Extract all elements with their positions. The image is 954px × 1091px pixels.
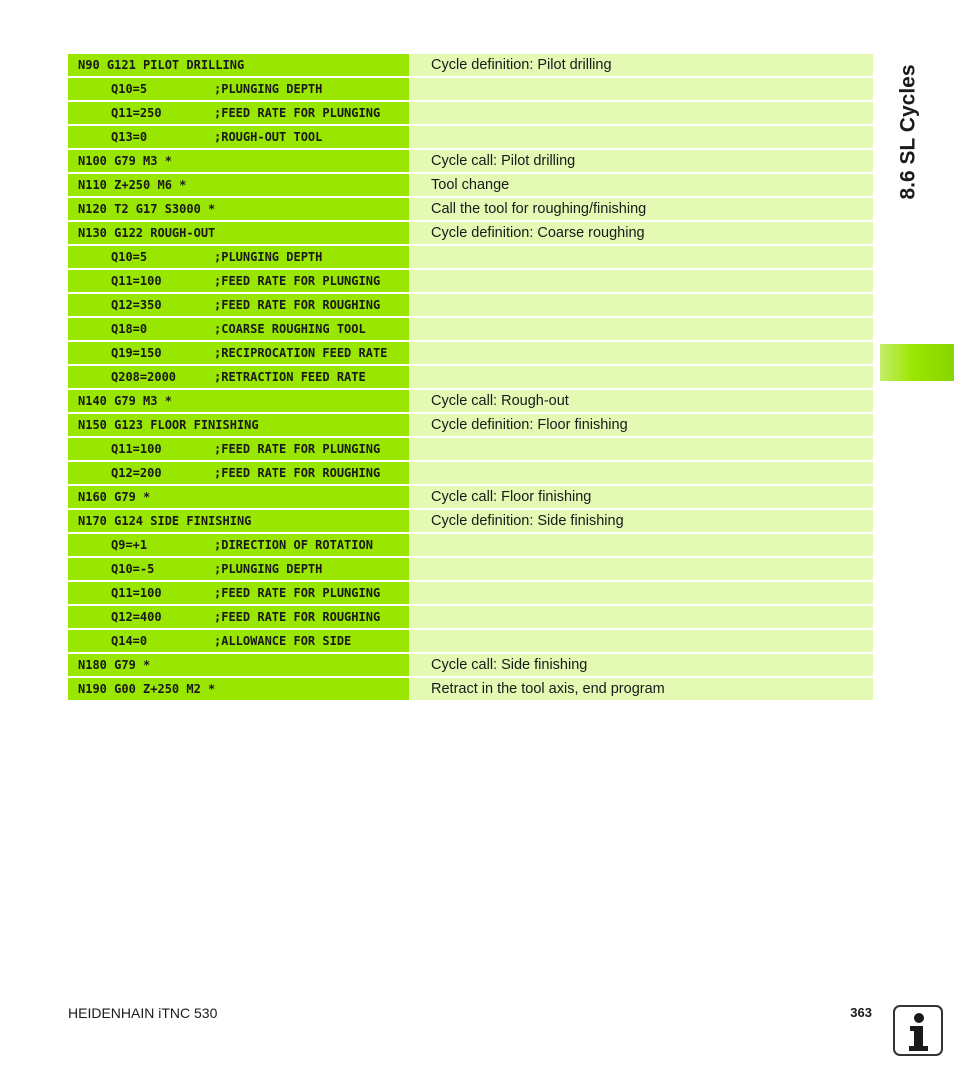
nc-code-cell [68,78,409,100]
nc-command: Q10=5 [111,250,148,264]
description-cell: Retract in the tool axis, end program [409,678,873,700]
info-glyph-icon [895,1007,941,1054]
description-cell [409,606,873,628]
table-row [68,174,873,196]
table-row [68,366,873,388]
description-cell: Cycle definition: Coarse roughing [409,222,873,244]
nc-comment: ;FEED RATE FOR ROUGHING [214,610,381,624]
nc-code-cell [68,366,409,388]
description-cell: Cycle call: Rough-out [409,390,873,412]
nc-comment: ;RECIPROCATION FEED RATE [214,346,388,360]
table-row [68,678,873,700]
nc-code-cell [68,582,409,604]
table-row [68,606,873,628]
nc-command: Q10=-5 [111,562,155,576]
table-row [68,462,873,484]
section-title [888,52,930,212]
description-cell: Cycle definition: Floor finishing [409,414,873,436]
nc-code-cell [68,510,409,532]
page-number: 363 [850,1005,872,1020]
nc-code-cell [68,390,409,412]
table-row [68,54,873,76]
nc-code-cell [68,342,409,364]
description-cell [409,318,873,340]
nc-code-cell [68,678,409,700]
nc-comment: ;ROUGH-OUT TOOL [214,130,323,144]
nc-code-cell [68,294,409,316]
description-cell [409,630,873,652]
description-cell [409,342,873,364]
description-cell [409,438,873,460]
chapter-tab [880,344,954,381]
nc-command: Q12=400 [111,610,162,624]
nc-code-cell [68,630,409,652]
nc-comment: ;FEED RATE FOR PLUNGING [214,442,381,456]
nc-code-cell [68,654,409,676]
nc-comment: ;ALLOWANCE FOR SIDE [214,634,352,648]
nc-code-cell [68,54,409,76]
description-cell: Cycle call: Side finishing [409,654,873,676]
footer-product-name: HEIDENHAIN iTNC 530 [68,1005,218,1021]
table-row [68,294,873,316]
description-cell [409,366,873,388]
nc-code-cell [68,414,409,436]
table-row [68,654,873,676]
nc-code-cell [68,246,409,268]
description-cell [409,582,873,604]
table-row [68,270,873,292]
table-row [68,558,873,580]
table-row [68,246,873,268]
nc-command: Q13=0 [111,130,148,144]
nc-comment: ;FEED RATE FOR ROUGHING [214,466,381,480]
nc-command: N160 G79 * [78,490,151,504]
nc-comment: ;FEED RATE FOR PLUNGING [214,586,381,600]
nc-command: N150 G123 FLOOR FINISHING [78,418,259,432]
table-row [68,342,873,364]
nc-comment: ;FEED RATE FOR PLUNGING [214,274,381,288]
table-row [68,222,873,244]
table-row [68,150,873,172]
nc-command: N90 G121 PILOT DRILLING [78,58,245,72]
nc-command: Q11=100 [111,274,162,288]
nc-comment: ;COARSE ROUGHING TOOL [214,322,366,336]
nc-comment: ;DIRECTION OF ROTATION [214,538,373,552]
table-row [68,534,873,556]
nc-comment: ;PLUNGING DEPTH [214,562,323,576]
table-row [68,126,873,148]
nc-command: Q11=250 [111,106,162,120]
table-row [68,486,873,508]
nc-comment: ;PLUNGING DEPTH [214,250,323,264]
nc-command: Q19=150 [111,346,162,360]
nc-command: Q11=100 [111,442,162,456]
description-cell: Call the tool for roughing/finishing [409,198,873,220]
description-cell [409,246,873,268]
nc-command: Q12=200 [111,466,162,480]
table-row [68,510,873,532]
description-cell: Tool change [409,174,873,196]
nc-command: Q11=100 [111,586,162,600]
description-cell [409,462,873,484]
nc-code-cell [68,534,409,556]
nc-code-cell [68,150,409,172]
nc-command: N180 G79 * [78,658,151,672]
nc-comment: ;FEED RATE FOR PLUNGING [214,106,381,120]
description-cell [409,534,873,556]
nc-code-cell [68,486,409,508]
description-cell [409,78,873,100]
table-row [68,198,873,220]
table-row [68,582,873,604]
nc-command: N170 G124 SIDE FINISHING [78,514,252,528]
table-row [68,78,873,100]
nc-code-cell [68,606,409,628]
nc-code-cell [68,174,409,196]
description-cell: Cycle definition: Side finishing [409,510,873,532]
table-row [68,630,873,652]
description-cell [409,270,873,292]
table-row [68,102,873,124]
section-title-text: 8.6 SL Cycles [897,64,921,200]
description-cell: Cycle definition: Pilot drilling [409,54,873,76]
nc-command: Q10=5 [111,82,148,96]
nc-command: Q208=2000 [111,370,177,384]
nc-comment: ;PLUNGING DEPTH [214,82,323,96]
nc-command: Q14=0 [111,634,148,648]
nc-command: N130 G122 ROUGH-OUT [78,226,216,240]
nc-code-cell [68,318,409,340]
nc-command: N110 Z+250 M6 * [78,178,187,192]
nc-code-cell [68,198,409,220]
nc-command: Q12=350 [111,298,162,312]
description-cell [409,558,873,580]
nc-command: Q9=+1 [111,538,148,552]
description-cell [409,294,873,316]
nc-code-cell [68,270,409,292]
nc-code-cell [68,126,409,148]
nc-command: Q18=0 [111,322,148,336]
description-cell: Cycle call: Pilot drilling [409,150,873,172]
info-icon [893,1005,943,1056]
nc-code-cell [68,102,409,124]
nc-command: N120 T2 G17 S3000 * [78,202,216,216]
nc-command: N100 G79 M3 * [78,154,172,168]
nc-code-cell [68,438,409,460]
table-row [68,318,873,340]
code-table [68,54,873,702]
nc-comment: ;RETRACTION FEED RATE [214,370,366,384]
nc-command: N140 G79 M3 * [78,394,172,408]
table-row [68,390,873,412]
table-row [68,438,873,460]
table-row [68,414,873,436]
nc-comment: ;FEED RATE FOR ROUGHING [214,298,381,312]
nc-command: N190 G00 Z+250 M2 * [78,682,216,696]
description-cell [409,126,873,148]
nc-code-cell [68,558,409,580]
description-cell: Cycle call: Floor finishing [409,486,873,508]
nc-code-cell [68,222,409,244]
nc-code-cell [68,462,409,484]
description-cell [409,102,873,124]
